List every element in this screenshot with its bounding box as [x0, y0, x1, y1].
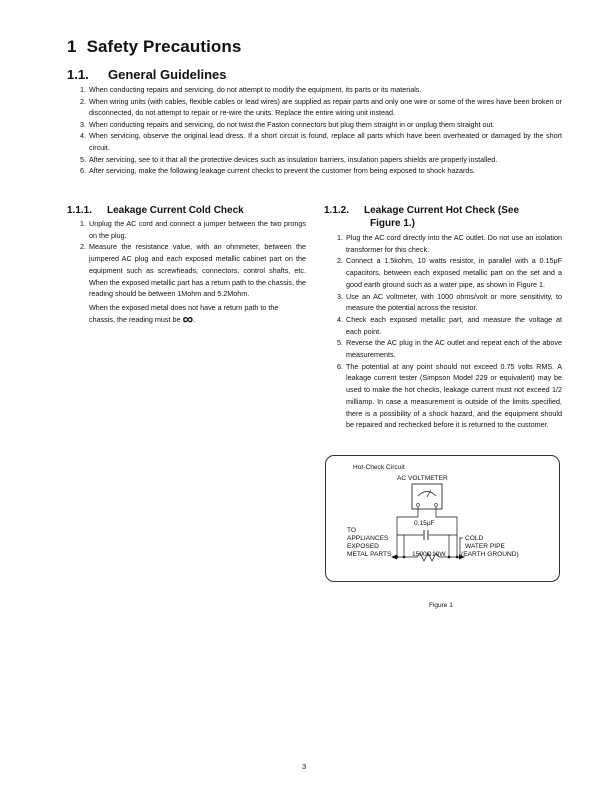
voltmeter-icon [412, 484, 442, 509]
left-label: METAL PARTS [347, 551, 392, 558]
list-item [337, 291, 562, 314]
item-number: 6. [337, 361, 343, 371]
note-end: . [193, 314, 196, 324]
list-item [80, 218, 306, 241]
item-text: When conducting repairs and servicing, do not twist the Faston connectors but plug them straight in or unplug them straight out. [89, 119, 495, 129]
list-item [337, 337, 562, 360]
item-number: 2. [80, 96, 86, 106]
hot-check-circuit-diagram [325, 455, 560, 582]
item-text: Use an AC voltmeter, with 1000 ohms/volt or more sensitivity, to measure the potential across the resistor. [346, 291, 562, 313]
resistor-label: 1500Ω [412, 551, 432, 558]
diagram-title: Hot-Check Circuit [353, 464, 405, 471]
list-item [337, 232, 562, 255]
list-item [80, 154, 562, 166]
left-label: TO [347, 527, 357, 534]
item-text: When conducting repairs and servicing, do not attempt to modify the equipment, its parts or its materials. [89, 85, 422, 94]
capacitor-label: 0.15μF [414, 520, 435, 527]
list-item [80, 165, 562, 177]
item-number: 1. [80, 85, 86, 94]
hot-check-heading [324, 204, 564, 230]
item-text: Connect a 1.5kohm, 10 watts resistor, in parallel with a 0.15μF capacitors, between each exposed metallic part on the set and a good earth ground such as a water pipe, as shown in Figure 1. [346, 256, 562, 289]
right-label: WATER PIPE [465, 543, 505, 550]
right-label: COLD [465, 535, 484, 542]
cold-check-list [80, 218, 306, 328]
watt-label: 10W [432, 551, 446, 558]
list-item [80, 96, 562, 119]
item-number: 1. [337, 233, 343, 242]
section-title-text: Safety Precautions [86, 37, 242, 56]
list-item [337, 255, 562, 290]
cold-check-note [89, 302, 306, 328]
note-text: When the exposed metal does not have a return path to the chassis, the reading must be [89, 302, 279, 324]
page-number: 3 [302, 762, 307, 771]
item-text: Plug the AC cord directly into the AC outlet. Do not use an isolation transformer for this check. [346, 233, 562, 254]
left-label: APPLIANCES [347, 535, 389, 542]
item-number: 3. [337, 291, 343, 301]
right-label: (EARTH GROUND) [461, 551, 519, 558]
general-guidelines-list [80, 84, 562, 177]
cold-check-heading [67, 204, 307, 217]
item-text: Measure the resistance value, with an ohmmeter, between the jumpered AC plug and each exposed metallic cabinet part on the equipment such as screwheads, connectors, control shafts, etc. When the exposed metallic part has a return path to the chassis, the reading should be between 1Mohm and 5.2Mohm. [89, 242, 306, 299]
item-text: After servicing, see to it that all the protective devices such as insulation barriers, insulation papers shields are properly installed. [89, 154, 498, 164]
hot-check-number: 1.1.2. [324, 205, 350, 216]
hot-check-title-line1: Leakage Current Hot Check (See [364, 205, 520, 216]
subsection-title-text: General Guidelines [108, 67, 227, 82]
item-number: 4. [80, 131, 86, 141]
cold-check-title: Leakage Current Cold Check [107, 205, 244, 216]
item-text: Check each exposed metallic part, and measure the voltage at each point. [346, 314, 562, 336]
item-text: Unplug the AC cord and connect a jumper between the two prongs on the plug. [89, 219, 306, 240]
item-number: 1. [80, 219, 86, 228]
subsection-number: 1.1. [67, 67, 89, 82]
list-item [337, 361, 562, 431]
item-number: 4. [337, 314, 343, 324]
item-text: After servicing, make the following leakage current checks to prevent the customer from being exposed to shock hazards. [89, 166, 475, 176]
hot-check-title-line2: Figure 1.) [370, 218, 416, 229]
figure-caption: Figure 1 [429, 602, 453, 609]
item-number: 3. [80, 119, 86, 129]
item-text: When servicing, observe the original lead dress. If a short circuit is found, replace all parts which have been overheated or damaged by the short circuit. [89, 131, 562, 152]
item-number: 2. [337, 256, 343, 266]
item-number: 5. [80, 154, 86, 164]
infinity-symbol: ∞ [182, 310, 194, 328]
item-text: Reverse the AC plug in the AC outlet and repeat each of the above measurements. [346, 338, 562, 360]
list-item [80, 84, 562, 96]
section-title [67, 37, 241, 57]
voltmeter-label: AC VOLTMETER [397, 475, 448, 482]
list-item [80, 241, 306, 328]
cold-check-number: 1.1.1. [67, 205, 93, 216]
section-number: 1 [67, 37, 77, 56]
item-number: 6. [80, 166, 86, 176]
list-item [80, 130, 562, 153]
item-number: 5. [337, 338, 343, 348]
item-number: 2. [80, 242, 86, 252]
list-item [80, 119, 562, 131]
item-text: When wiring units (with cables, flexible cables or lead wires) are supplied as repair parts and only one wire or some of the wires have been broken or disconnected, do not attempt to repair or re-wire the units. Replace the entire wiring unit instead. [89, 96, 563, 118]
list-item [337, 314, 562, 337]
left-label: EXPOSED [347, 543, 379, 550]
subsection-title [67, 67, 227, 82]
item-text: The potential at any point should not exceed 0.75 volts RMS. A leakage current tester (Simpson Model 229 or equivalent) may be used to make the hot checks, leakage current must not exceed 1/2 milliamp. In case a measurement is outside of the limits specified, there is a possibility of a shock hazard, and the equipment should be repaired and rechecked before it is returned to the customer. [346, 361, 562, 430]
hot-check-list [337, 232, 562, 431]
